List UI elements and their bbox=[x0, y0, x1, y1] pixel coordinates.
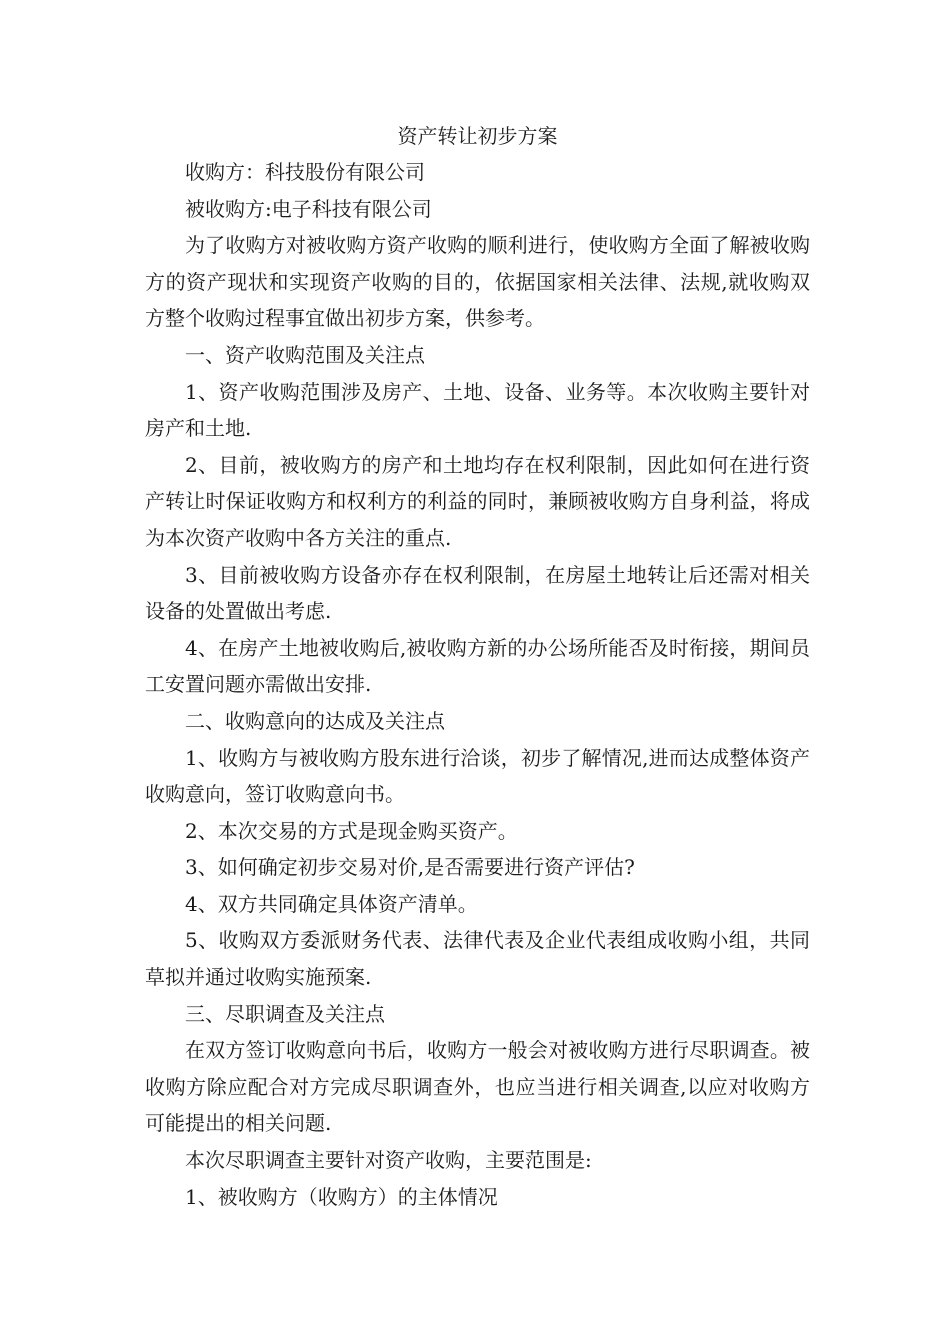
document-body bbox=[145, 118, 810, 1215]
paragraph-due-diligence-2: 本次尽职调查主要针对资产收购，主要范围是: bbox=[185, 1148, 592, 1173]
paragraph-acquirer: 收购方：科技股份有限公司 bbox=[185, 160, 425, 184]
paragraph-acquiree: 被收购方:电子科技有限公司 bbox=[185, 196, 432, 221]
paragraph-intent-1: 1、收购方与被收购方股东进行洽谈，初步了解情况,进而达成整体资产收购意向，签订收购意向书。 bbox=[145, 745, 810, 807]
document-title: 资产转让初步方案 bbox=[397, 124, 558, 148]
section-heading-intent: 二、收购意向的达成及关注点 bbox=[185, 708, 445, 733]
paragraph-purpose: 为了收购方对被收购方资产收购的顺利进行，使收购方全面了解被收购方的资产现状和实现资产收购的目的，依据国家相关法律、法规,就收购双方整个收购过程事宜做出初步方案，供参考。 bbox=[145, 233, 810, 331]
paragraph-intent-2: 2、本次交易的方式是现金购买资产。 bbox=[185, 818, 518, 843]
paragraph-due-diligence-3: 1、被收购方（收购方）的主体情况 bbox=[185, 1184, 498, 1209]
paragraph-scope-1: 1、资产收购范围涉及房产、土地、设备、业务等。本次收购主要针对房产和土地. bbox=[145, 379, 810, 441]
paragraph-scope-2: 2、目前，被收购方的房产和土地均存在权利限制，因此如何在进行资产转让时保证收购方和权利方的利益的同时，兼顾被收购方自身利益，将成为本次资产收购中各方关注的重点. bbox=[145, 452, 810, 550]
paragraph-due-diligence-1: 在双方签订收购意向书后，收购方一般会对被收购方进行尽职调查。被收购方除应配合对方完成尽职调查外，也应当进行相关调查,以应对收购方可能提出的相关问题. bbox=[145, 1038, 810, 1136]
paragraph-intent-4: 4、双方共同确定具体资产清单。 bbox=[185, 891, 478, 916]
paragraph-scope-4: 4、在房产土地被收购后,被收购方新的办公场所能否及时衔接，期间员工安置问题亦需做出安排. bbox=[145, 635, 810, 697]
section-heading-scope: 一、资产收购范围及关注点 bbox=[185, 342, 425, 367]
section-heading-due-diligence: 三、尽职调查及关注点 bbox=[185, 1001, 385, 1026]
paragraph-intent-3: 3、如何确定初步交易对价,是否需要进行资产评估? bbox=[185, 855, 635, 880]
paragraph-intent-5: 5、收购双方委派财务代表、法律代表及企业代表组成收购小组，共同草拟并通过收购实施预案. bbox=[145, 928, 810, 990]
paragraph-scope-3: 3、目前被收购方设备亦存在权利限制，在房屋土地转让后还需对相关设备的处置做出考虑. bbox=[145, 562, 810, 624]
